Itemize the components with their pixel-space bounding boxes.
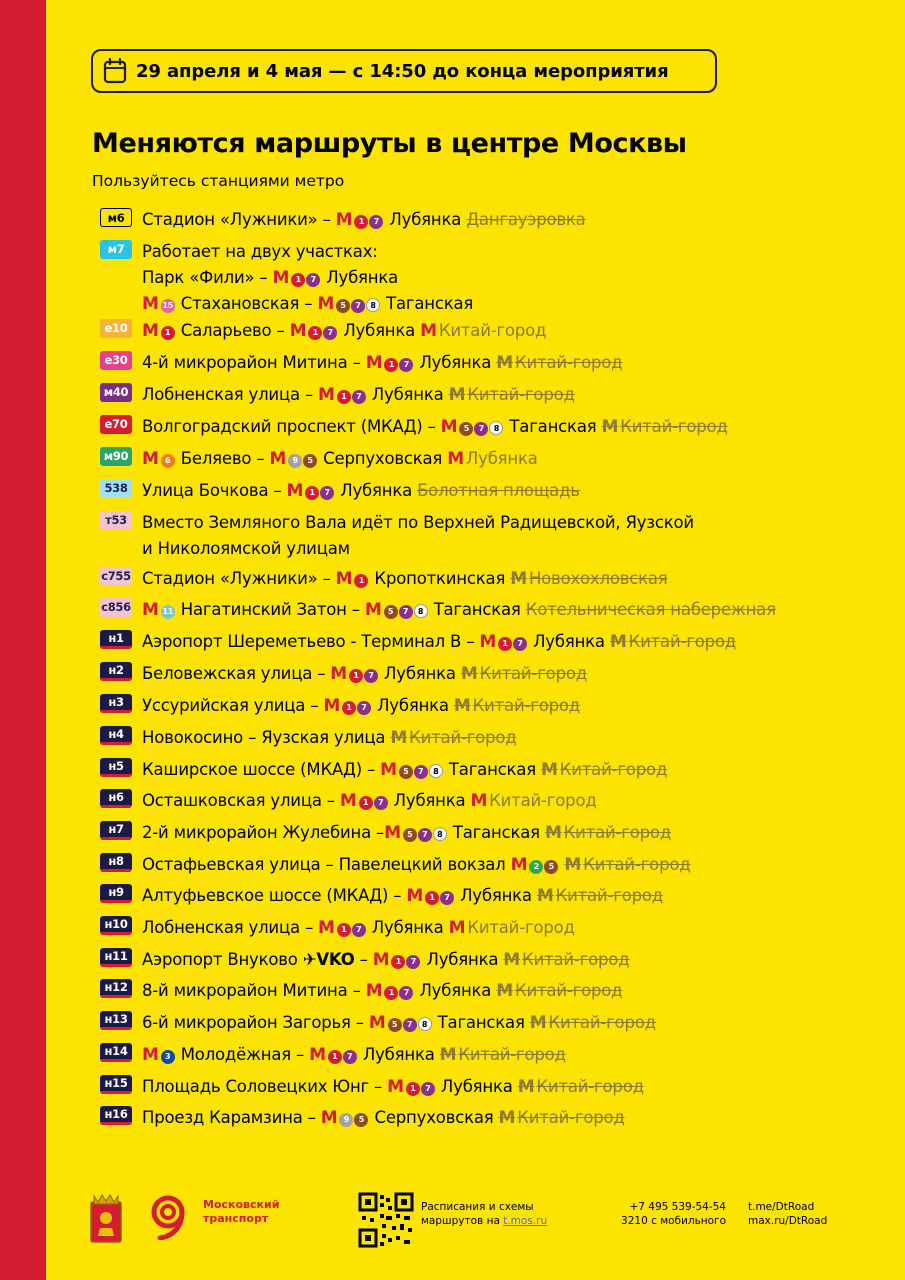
- metro-icon: М: [564, 855, 582, 875]
- metro-icon: М: [317, 294, 335, 314]
- metro-icon: М: [339, 791, 357, 811]
- metro-icon: М: [448, 918, 466, 938]
- metro-line-5-icon: 5: [336, 299, 350, 313]
- route-description: 2-й микрорайон Жулебина –М 5 7 8 Таганская М Китай-город: [142, 823, 672, 843]
- metro-icon: М: [601, 417, 619, 437]
- metro-line-1-icon: 1: [391, 955, 405, 969]
- route-badge: 538: [100, 479, 132, 498]
- metro-line-7-icon: 7: [403, 1018, 417, 1032]
- metro-icon: М: [510, 855, 528, 875]
- metro-line-5-icon: 5: [388, 1018, 402, 1032]
- metro-line-7-icon: 7: [351, 299, 365, 313]
- route-description: Беловежская улица – М 1 7 Лубянка М Китай-город: [142, 664, 587, 684]
- metro-icon: М: [289, 321, 307, 341]
- metro-icon: М: [498, 1108, 516, 1128]
- route-badge: с856: [100, 598, 132, 617]
- metro-line-1-icon: 1: [349, 669, 363, 683]
- route-description: М 11 Нагатинский Затон – М 5 7 8 Таганская Котельническая набережная: [142, 600, 776, 620]
- metro-icon: М: [142, 1045, 159, 1065]
- closed-station: М Китай-город: [503, 950, 630, 970]
- route-description: Проезд Карамзина – М 9 5 Серпуховская М Китай-город: [142, 1108, 625, 1128]
- route-description: Аэропорт Внуково ✈VKO – М 1 7 Лубянка М Китай-город: [142, 950, 630, 970]
- route-badge: т53: [100, 511, 132, 530]
- closed-station: М Китай-город: [609, 632, 736, 652]
- metro-line-1-icon: 1: [498, 637, 512, 651]
- metro-icon: М: [544, 823, 562, 843]
- route-description: Алтуфьевское шоссе (МКАД) – М 1 7 Лубянка М Китай-город: [142, 886, 663, 906]
- page-subtitle: Пользуйтесь станциями метро: [92, 172, 345, 190]
- metro-icon: М: [330, 664, 348, 684]
- social-links: [748, 1200, 848, 1228]
- metro-icon: М: [142, 600, 159, 620]
- route-badge: м6: [100, 208, 132, 227]
- bypassed-station: М Китай-город: [470, 791, 597, 811]
- route-badge: е30: [100, 351, 132, 370]
- metro-line-1-icon: 1: [161, 326, 175, 340]
- metro-icon: М: [448, 385, 466, 405]
- route-badge: м40: [100, 383, 132, 402]
- metro-line-7-icon: 7: [513, 637, 527, 651]
- metro-line-7-icon: 7: [323, 326, 337, 340]
- metro-line-1-icon: 1: [291, 273, 305, 287]
- route-description: Лобненская улица – М 1 7 Лубянка М Китай-город: [142, 385, 575, 405]
- metro-icon: М: [447, 449, 464, 469]
- metro-icon: М: [536, 886, 554, 906]
- schedule-info: Расписания и схемы маршрутов на t.mos.ru: [421, 1201, 548, 1227]
- phone-info: [612, 1200, 726, 1228]
- metro-line-1-icon: 1: [305, 486, 319, 500]
- metro-line-9-icon: 9: [288, 454, 302, 468]
- closed-station: М Китай-город: [517, 1077, 644, 1097]
- route-description: Улица Бочкова – М 1 7 Лубянка Болотная площадь: [142, 481, 580, 501]
- metro-line-8-icon: 8: [414, 604, 428, 618]
- metro-line-7-icon: 7: [364, 669, 378, 683]
- metro-line-1-icon: 1: [384, 358, 398, 372]
- metro-line-7-icon: 7: [414, 765, 428, 779]
- metro-icon: М: [503, 950, 521, 970]
- metro-icon: М: [142, 449, 159, 469]
- metro-icon: М: [365, 353, 383, 373]
- metro-line-7-icon: 7: [357, 701, 371, 715]
- route-description: Площадь Соловецких Юнг – М 1 7 Лубянка М Китай-город: [142, 1077, 644, 1097]
- metro-icon: М: [142, 321, 159, 341]
- route-description: Волгоградский проспект (МКАД) – М 5 7 8 Таганская М Китай-город: [142, 417, 728, 437]
- metro-icon: М: [368, 1013, 386, 1033]
- bypassed-station: М Китай-город: [448, 918, 575, 938]
- metro-icon: М: [470, 791, 488, 811]
- closed-station: М Китай-город: [448, 385, 575, 405]
- closed-station: Болотная площадь: [417, 481, 580, 500]
- route-badge: н13: [100, 1011, 132, 1030]
- metro-line-1-icon: 1: [308, 326, 322, 340]
- route-badge: н2: [100, 662, 132, 681]
- route-description: Стадион «Лужники» – М 1 Кропоткинская М Новохохловская: [142, 569, 668, 589]
- route-badge: н15: [100, 1075, 132, 1094]
- closed-station: М Китай-город: [460, 664, 587, 684]
- metro-line-1-icon: 1: [384, 986, 398, 1000]
- metro-line-1-icon: 1: [354, 574, 368, 588]
- route-badge: н12: [100, 979, 132, 998]
- metro-icon: М: [286, 481, 304, 501]
- left-red-stripe: [0, 0, 46, 1280]
- metro-line-9-icon: 9: [339, 1113, 353, 1127]
- closed-station: М Китай-город: [536, 886, 663, 906]
- metro-icon: М: [365, 981, 383, 1001]
- route-description: Лобненская улица – М 1 7 Лубянка М Китай-город: [142, 918, 575, 938]
- metro-line-5-icon: 5: [354, 1113, 368, 1127]
- metro-icon: М: [510, 569, 527, 589]
- route-badge: с755: [100, 567, 132, 586]
- route-badge: н11: [100, 948, 132, 967]
- metro-line-11-icon: 11: [161, 605, 175, 619]
- metro-line-7-icon: 7: [374, 796, 388, 810]
- metro-icon: М: [372, 950, 390, 970]
- closed-station: М Китай-город: [498, 1108, 625, 1128]
- route-badge: н6: [100, 789, 132, 808]
- closed-station: М Китай-город: [544, 823, 672, 843]
- phone-mobile: 3210 с мобильного: [621, 1215, 726, 1227]
- route-description: Остафьевская улица – Павелецкий вокзал М 2 5 М Китай-город: [142, 855, 691, 875]
- metro-line-5-icon: 5: [459, 422, 473, 436]
- closed-station: М Китай-город: [390, 728, 517, 748]
- brand-name: Московский транспорт: [203, 1198, 280, 1225]
- metro-line-1-icon: 1: [354, 215, 368, 229]
- route-description: 6-й микрорайон Загорья – М 5 7 8 Таганская М Китай-город: [142, 1013, 656, 1033]
- route-badge: н4: [100, 726, 132, 745]
- metro-line-1-icon: 1: [406, 1082, 420, 1096]
- metro-icon: М: [439, 1045, 457, 1065]
- route-badge: н7: [100, 821, 132, 840]
- metro-line-3-icon: 3: [161, 1050, 175, 1064]
- closed-station: М Китай-город: [540, 760, 668, 780]
- metro-line-7-icon: 7: [399, 605, 413, 619]
- metro-line-7-icon: 7: [399, 986, 413, 1000]
- metro-icon: М: [496, 353, 513, 373]
- metro-icon: М: [540, 760, 558, 780]
- phone-number[interactable]: +7 495 539-54-54: [629, 1201, 726, 1213]
- route-description: Осташковская улица – М 1 7 Лубянка М Китай-город: [142, 791, 597, 811]
- metro-line-7-icon: 7: [474, 422, 488, 436]
- metro-line-5-icon: 5: [403, 828, 417, 842]
- metro-icon: М: [380, 760, 397, 780]
- route-badge: е10: [100, 319, 132, 338]
- metro-line-6-icon: 6: [161, 454, 175, 468]
- metro-line-5-icon: 5: [303, 454, 317, 468]
- metro-line-7-icon: 7: [399, 358, 413, 372]
- route-description: Вместо Земляного Вала идёт по Верхней Радищевской, Яузской и Николоямской улицам: [142, 513, 694, 558]
- route-badge: н3: [100, 694, 132, 713]
- closed-station: М Китай-город: [453, 696, 580, 716]
- route-description: Уссурийская улица – М 1 7 Лубянка М Китай-город: [142, 696, 580, 716]
- metro-line-7-icon: 7: [320, 486, 334, 500]
- date-text: 29 апреля и 4 мая — с 14:50 до конца мероприятия: [136, 60, 669, 82]
- telegram-link[interactable]: t.me/DtRoad: [748, 1201, 815, 1213]
- metro-line-7-icon: 7: [352, 923, 366, 937]
- metro-line-2-icon: 2: [529, 860, 543, 874]
- route-description: Аэропорт Шереметьево - Терминал B – М 1 7 Лубянка М Китай-город: [142, 632, 736, 652]
- metro-line-7-icon: 7: [343, 1050, 357, 1064]
- metro-line-1-icon: 1: [328, 1050, 342, 1064]
- metro-icon: М: [335, 210, 353, 230]
- moscow-transport-logo-icon: [148, 1192, 196, 1240]
- metro-icon: М: [318, 385, 335, 405]
- metro-line-7-icon: 7: [406, 955, 420, 969]
- bypassed-station: М Китай-город: [420, 321, 547, 341]
- metro-icon: М: [440, 417, 458, 437]
- route-description: 8-й микрорайон Митина – М 1 7 Лубянка М Китай-город: [142, 981, 623, 1001]
- route-description: Стадион «Лужники» – М 1 7 Лубянка Дангауэровка: [142, 210, 586, 230]
- airport-icon: ✈VKO: [302, 950, 355, 969]
- metro-line-8-icon: 8: [433, 827, 447, 841]
- closed-station: М Китай-город: [529, 1013, 656, 1033]
- metro-line-7-icon: 7: [440, 891, 454, 905]
- route-description: М 1 Саларьево – М 1 7 Лубянка М Китай-город: [142, 321, 547, 341]
- metro-icon: М: [384, 823, 401, 843]
- route-description: 4-й микрорайон Митина – М 1 7 Лубянка М Китай-город: [142, 353, 623, 373]
- metro-icon: М: [387, 1077, 404, 1097]
- bypassed-station: М Лубянка: [447, 449, 538, 469]
- metro-line-8-icon: 8: [429, 764, 443, 778]
- moscow-coat-of-arms-icon: [90, 1192, 122, 1247]
- metro-icon: М: [453, 696, 471, 716]
- metro-icon: М: [320, 1108, 338, 1128]
- metro-line-1-icon: 1: [359, 796, 373, 810]
- route-description: М 3 Молодёжная – М 1 7 Лубянка М Китай-город: [142, 1045, 566, 1065]
- closed-station: М Новохохловская: [510, 569, 668, 589]
- closed-station: Дангауэровка: [466, 210, 586, 229]
- closed-station: М Китай-город: [496, 353, 623, 373]
- metro-icon: М: [318, 918, 335, 938]
- route-description: Работает на двух участках: Парк «Фили» – М 1 7 Лубянка М 15 Стахановская – М 5 7 8 Таганская: [142, 242, 474, 314]
- route-badge: н10: [100, 916, 132, 935]
- calendar-icon: [103, 58, 127, 84]
- route-badge: м90: [100, 447, 132, 466]
- metro-line-15-icon: 15: [161, 299, 175, 313]
- metro-icon: М: [390, 728, 408, 748]
- metro-line-7-icon: 7: [352, 390, 366, 404]
- closed-station: Котельническая набережная: [525, 600, 776, 619]
- metro-icon: М: [272, 268, 290, 288]
- metro-icon: М: [309, 1045, 326, 1065]
- metro-icon: М: [529, 1013, 547, 1033]
- metro-line-1-icon: 1: [425, 891, 439, 905]
- metro-icon: М: [479, 632, 497, 652]
- max-link[interactable]: max.ru/DtRoad: [748, 1215, 828, 1227]
- metro-line-7-icon: 7: [418, 828, 432, 842]
- route-badge: н1: [100, 630, 132, 649]
- metro-line-1-icon: 1: [337, 390, 351, 404]
- route-badge: н14: [100, 1043, 132, 1062]
- metro-icon: М: [364, 600, 382, 620]
- route-badge: н8: [100, 853, 132, 872]
- metro-icon: М: [142, 294, 159, 314]
- route-badge: н9: [100, 884, 132, 903]
- metro-line-8-icon: 8: [489, 421, 503, 435]
- route-badge: н5: [100, 758, 132, 777]
- metro-line-8-icon: 8: [366, 298, 380, 312]
- metro-icon: М: [460, 664, 478, 684]
- metro-line-1-icon: 1: [342, 701, 356, 715]
- metro-line-1-icon: 1: [337, 923, 351, 937]
- footer: [0, 1180, 905, 1260]
- metro-line-8-icon: 8: [418, 1017, 432, 1031]
- route-badge: м7: [100, 240, 132, 259]
- schedule-link[interactable]: t.mos.ru: [503, 1215, 548, 1227]
- metro-icon: М: [323, 696, 341, 716]
- metro-line-5-icon: 5: [399, 765, 413, 779]
- date-banner: [91, 49, 717, 93]
- closed-station: М Китай-город: [496, 981, 623, 1001]
- metro-line-7-icon: 7: [369, 215, 383, 229]
- metro-line-5-icon: 5: [384, 605, 398, 619]
- metro-line-5-icon: 5: [544, 860, 558, 874]
- closed-station: М Китай-город: [439, 1045, 566, 1065]
- closed-station: М Китай-город: [564, 855, 691, 875]
- route-description: Каширское шоссе (МКАД) – М 5 7 8 Таганская М Китай-город: [142, 760, 668, 780]
- metro-line-7-icon: 7: [421, 1082, 435, 1096]
- route-badge: е70: [100, 415, 132, 434]
- route-badge: н16: [100, 1106, 132, 1125]
- metro-icon: М: [406, 886, 424, 906]
- metro-icon: М: [420, 321, 437, 341]
- route-description: Новокосино – Яузская улица М Китай-город: [142, 728, 517, 748]
- metro-icon: М: [496, 981, 513, 1001]
- qr-code-icon[interactable]: [358, 1192, 414, 1248]
- metro-icon: М: [335, 569, 353, 589]
- metro-line-7-icon: 7: [306, 273, 320, 287]
- page-title: Меняются маршруты в центре Москвы: [92, 128, 687, 159]
- metro-icon: М: [269, 449, 287, 469]
- route-description: М 6 Беляево – М 9 5 Серпуховская М Лубянка: [142, 449, 538, 469]
- metro-icon: М: [517, 1077, 535, 1097]
- metro-icon: М: [609, 632, 627, 652]
- closed-station: М Китай-город: [601, 417, 728, 437]
